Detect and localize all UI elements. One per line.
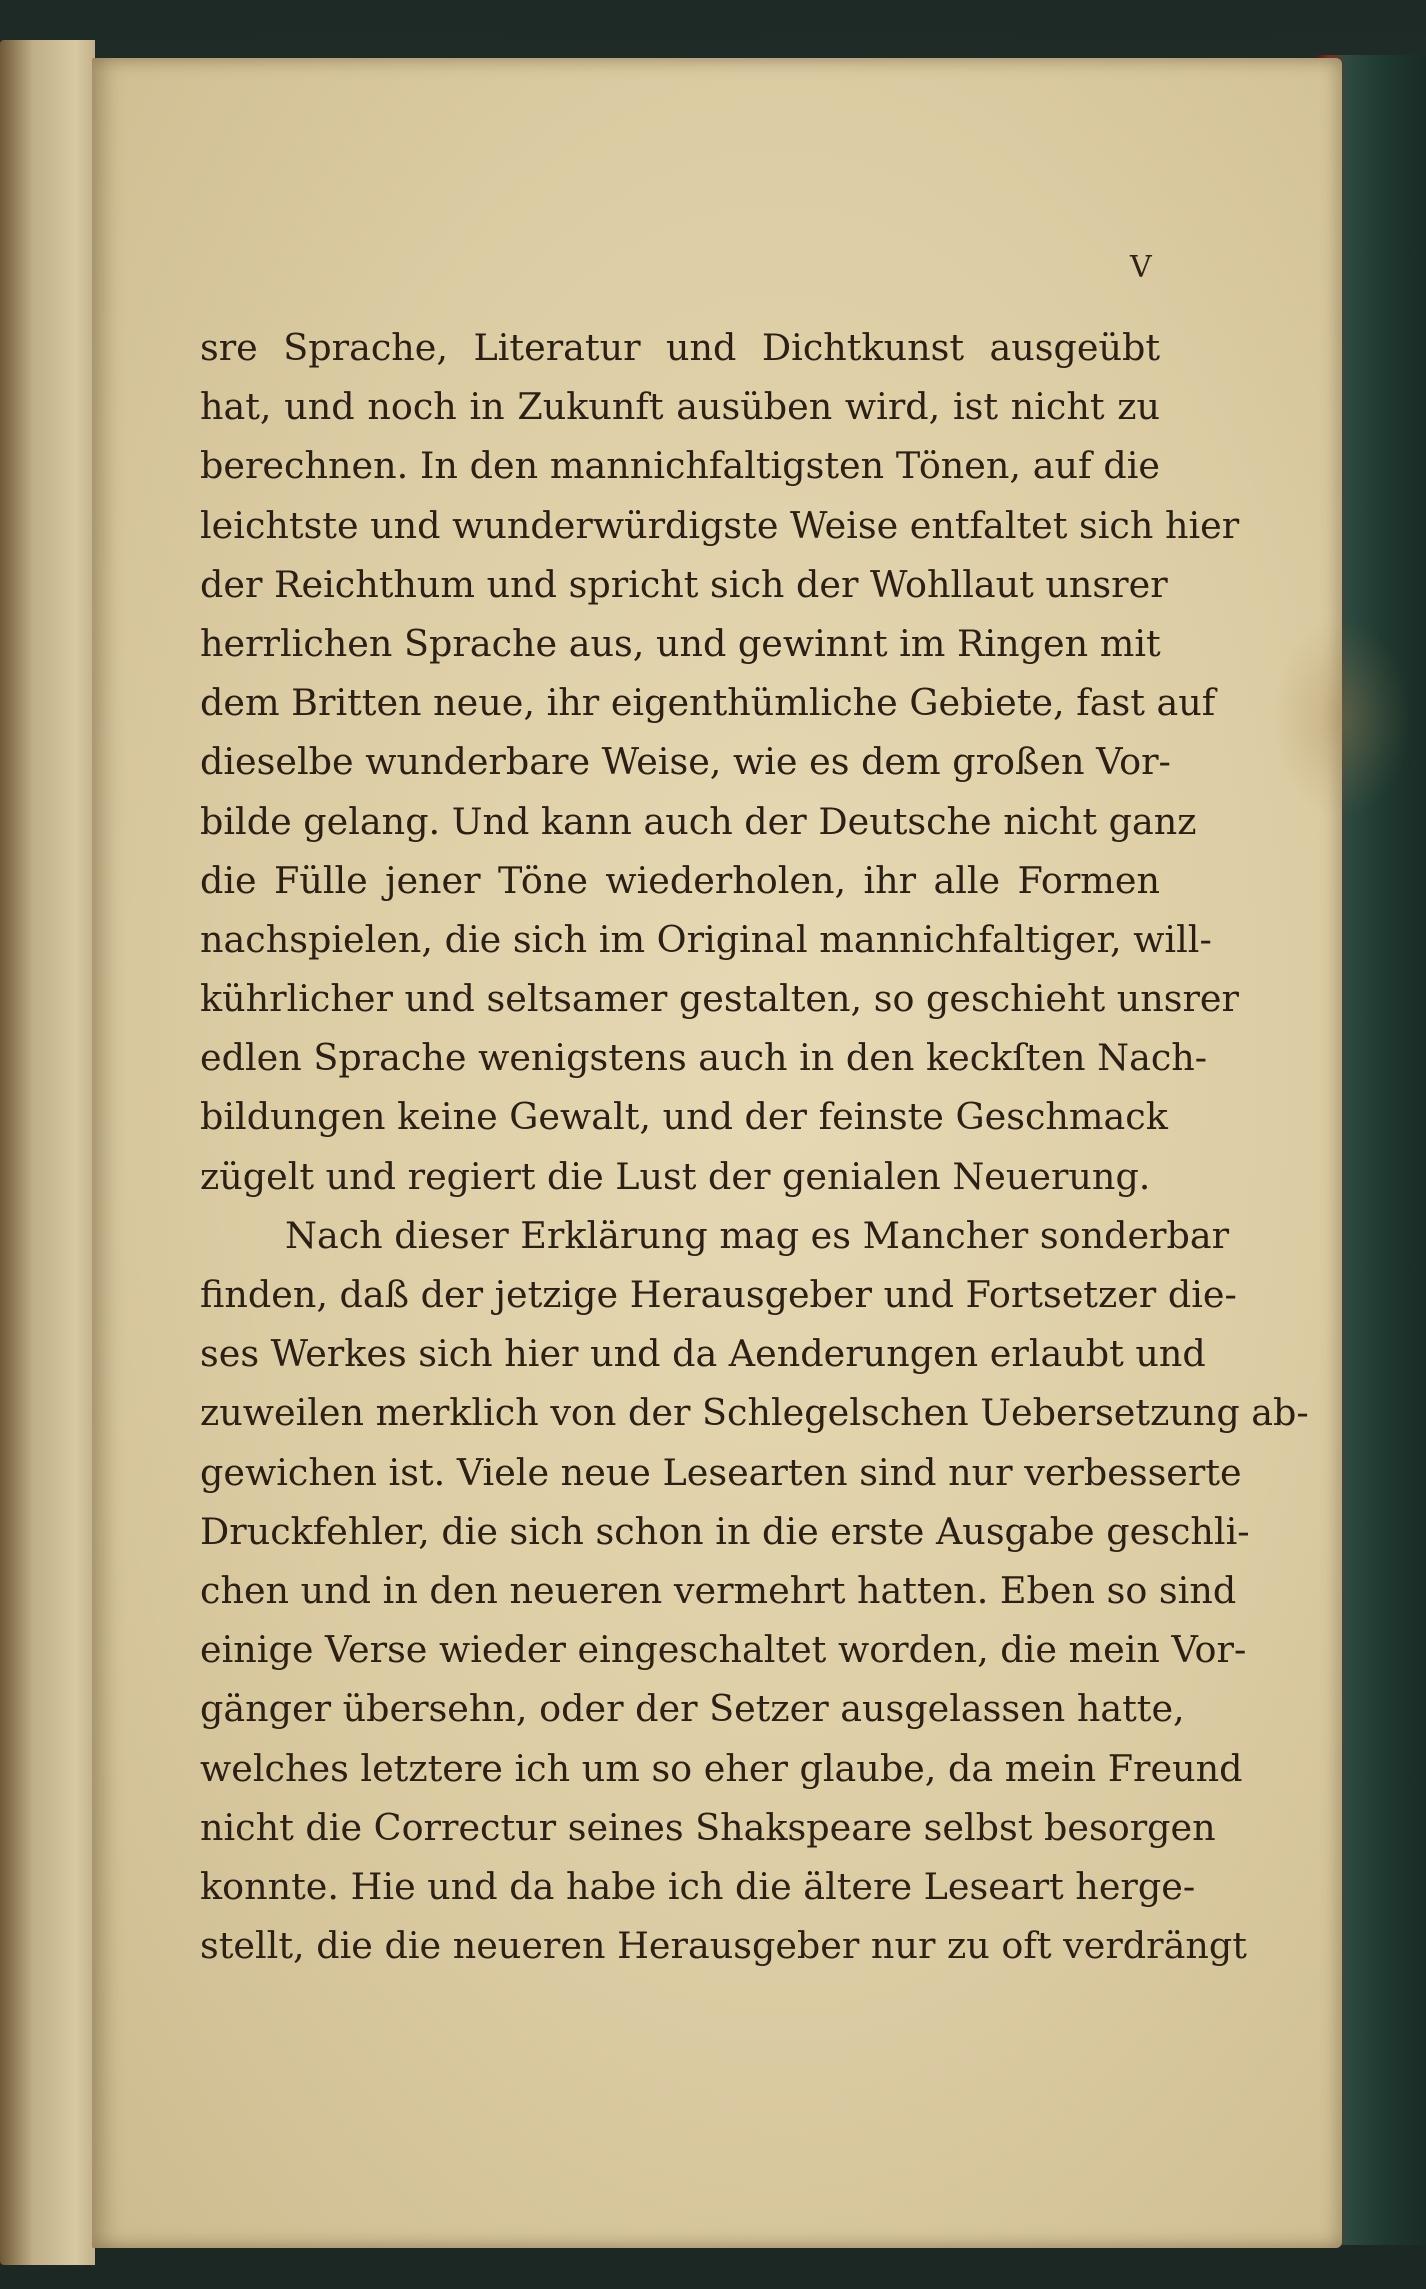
text-line: Druckfehler, die sich schon in die erste Ausgabe geschli- bbox=[200, 1509, 1250, 1553]
text-line: gänger übersehn, oder der Setzer ausgelassen hatte, bbox=[200, 1687, 1185, 1731]
text-line: nachspielen, die sich im Original mannichfaltiger, will- bbox=[200, 917, 1212, 961]
page-number: V bbox=[1130, 250, 1152, 285]
paragraph-end-line: zügelt und regiert die Lust der genialen Neuerung. bbox=[200, 1154, 1151, 1198]
text-line: nicht die Correctur seines Shakspeare selbst besorgen bbox=[200, 1805, 1216, 1849]
text-line: bilde gelang. Und kann auch der Deutsche nicht ganz bbox=[200, 799, 1197, 843]
body-text bbox=[200, 318, 1309, 1975]
text-line: berechnen. In den mannichfaltigsten Tönen, auf die bbox=[200, 444, 1160, 488]
text-line: hat, und noch in Zukunft ausüben wird, ist nicht zu bbox=[200, 385, 1160, 429]
text-line: herrlichen Sprache aus, und gewinnt im Ringen mit bbox=[200, 621, 1161, 665]
text-line: bildungen keine Gewalt, und der feinste Geschmack bbox=[200, 1095, 1168, 1139]
text-line: chen und in den neueren vermehrt hatten. Eben so sind bbox=[200, 1568, 1237, 1612]
text-line: dem Britten neue, ihr eigenthümliche Gebiete, fast auf bbox=[200, 681, 1216, 725]
text-line: edlen Sprache wenigstens auch in den keckſten Nach- bbox=[200, 1036, 1208, 1080]
text-line: leichtste und wunderwürdigste Weise entfaltet sich hier bbox=[200, 503, 1240, 547]
text-line: die Fülle jener Töne wiederholen, ihr alle Formen bbox=[200, 858, 1160, 902]
text-line: konnte. Hie und da habe ich die ältere Leseart herge- bbox=[200, 1864, 1196, 1908]
text-line: sre Sprache, Literatur und Dichtkunst ausgeübt bbox=[200, 326, 1160, 369]
text-line: welches letztere ich um so eher glaube, da mein Freund bbox=[200, 1746, 1243, 1790]
left-page-edge bbox=[0, 40, 95, 2265]
text-line: zuweilen merklich von der Schlegelschen Uebersetzung ab- bbox=[200, 1391, 1309, 1435]
text-line: der Reichthum und spricht sich der Wohllaut unsrer bbox=[200, 562, 1168, 606]
text-line: dieselbe wunderbare Weise, wie es dem großen Vor- bbox=[200, 740, 1171, 784]
text-line: gewichen ist. Viele neue Lesearten sind nur verbesserte bbox=[200, 1450, 1242, 1494]
text-line: finden, daß der jetzige Herausgeber und Fortsetzer die- bbox=[200, 1273, 1237, 1316]
paper-stain bbox=[1272, 618, 1412, 818]
text-line: kührlicher und seltsamer gestalten, so geschieht unsrer bbox=[200, 977, 1239, 1021]
text-line: ses Werkes sich hier und da Aenderungen erlaubt und bbox=[200, 1332, 1206, 1376]
paragraph-start-line: Nach dieser Erklärung mag es Mancher sonderbar bbox=[285, 1213, 1230, 1257]
text-line: stellt, die die neueren Herausgeber nur zu oft verdrängt bbox=[200, 1924, 1247, 1968]
text-line: einige Verse wieder eingeschaltet worden, die mein Vor- bbox=[200, 1628, 1247, 1672]
